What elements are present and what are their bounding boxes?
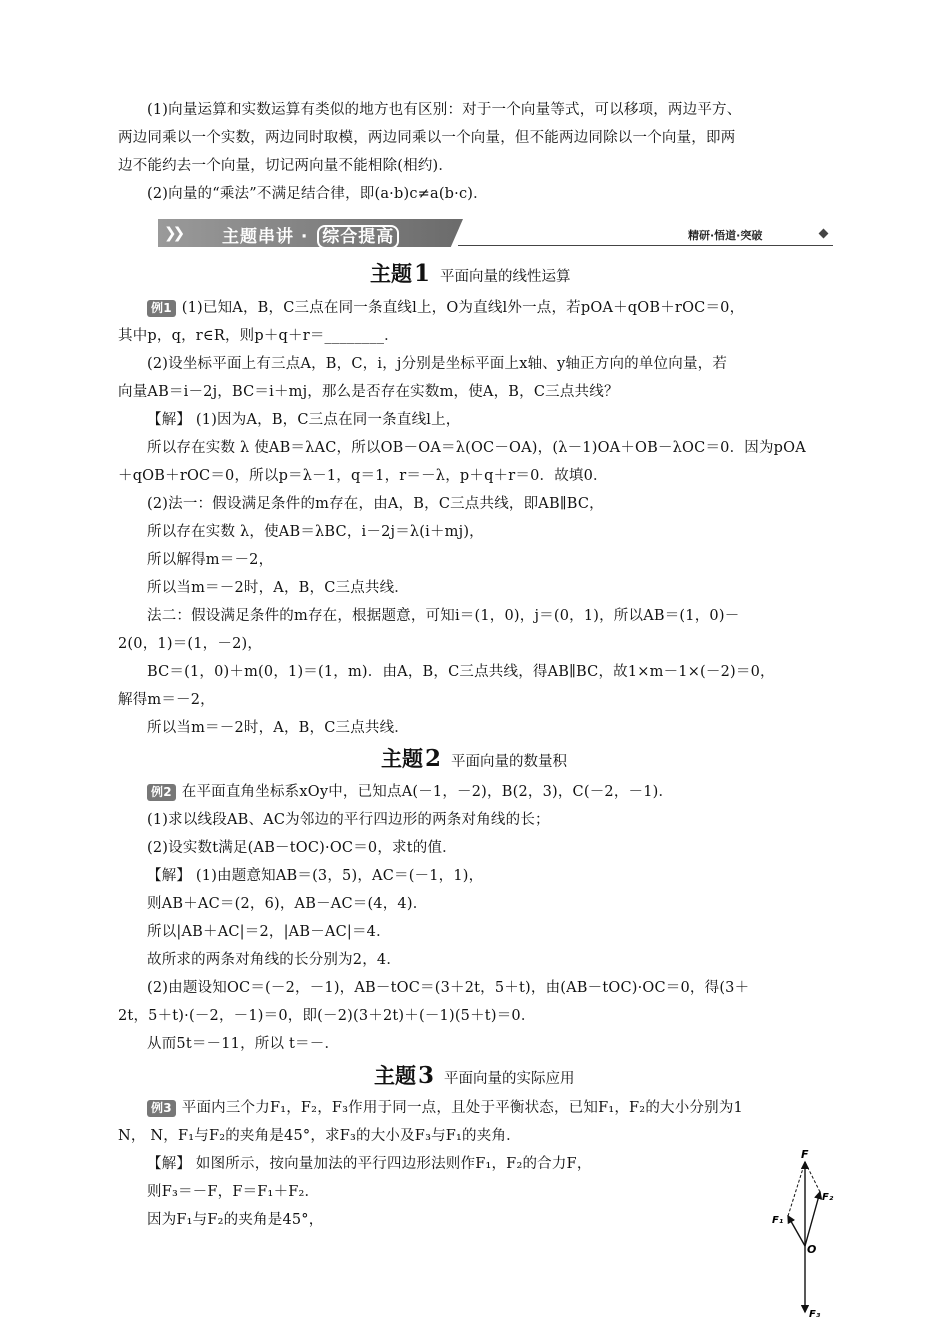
chevron-icon: ❯❯: [164, 224, 182, 242]
label-F: F: [801, 1148, 809, 1161]
note-2: (2)向量的“乘法”不满足结合律，即(a·b)c≠a(b·c)．: [147, 186, 488, 202]
note-1-line-1: (1)向量运算和实数运算有类似的地方也有区别：对于一个向量等式，可以移项，两边平方、: [147, 102, 742, 118]
solution-1-line-4: (2)法一：假设满足条件的m存在，由A，B，C三点共线，即AB∥BC，: [147, 496, 604, 512]
example-1-line-1: [147, 298, 744, 318]
solution-1-line-11: 解得m＝－2，: [118, 692, 215, 708]
solution-2-line-3: 所以|AB＋AC|＝2，|AB－AC|＝4．: [147, 924, 391, 940]
solution-2-line-2: 则AB＋AC＝(2，6)，AB－AC＝(4，4)．: [147, 896, 428, 912]
example-2-text: 在平面直角坐标系xOy中，已知点A(－1，－2)，B(2，3)，C(－2，－1)．: [181, 784, 674, 800]
topic-label: 主题: [370, 262, 412, 286]
example-2-line-1: [147, 782, 673, 802]
vector-F2: [805, 1192, 820, 1246]
example-3-line-2: N， N，F₁与F₂的夹角是45°，求F₃的大小及F₃与F₁的夹角．: [118, 1128, 521, 1144]
solution-2-line-4: 故所求的两条对角线的长分别为2，4．: [147, 952, 402, 968]
label-O: O: [807, 1243, 817, 1256]
label-F1: F₁: [772, 1215, 784, 1226]
example-tag: 例3: [147, 1100, 176, 1117]
solution-1-line-6: 所以解得m＝－2，: [147, 552, 274, 568]
banner-title-plain: 主题串讲 ·: [222, 227, 316, 247]
solution-2-line-7: 从而5t＝－11，所以 t＝－．: [147, 1036, 340, 1052]
banner-tagline: 精研·悟道·突破: [688, 229, 763, 242]
vector-F1: [788, 1216, 805, 1246]
banner-title: [222, 222, 399, 249]
solution-1-line-5: 所以存在实数 λ，使AB＝λBC，i－2j＝λ(i＋mj)，: [147, 524, 484, 540]
label-F2: F₂: [822, 1192, 834, 1203]
topic-number: 1: [414, 260, 431, 287]
solution-1-line-3: ＋qOB＋rOC＝0，所以p＝λ－1，q＝1，r＝－λ，p＋q＋r＝0．故填0．: [118, 468, 608, 484]
solution-3-line-1: 【解】 如图所示，按向量加法的平行四边形法则作F₁，F₂的合力F，: [147, 1156, 592, 1172]
example-3-line-1: [147, 1098, 743, 1118]
note-1-line-2: 两边同乘以一个实数，两边同时取模，两边同乘以一个向量，但不能两边同除以一个向量，即两: [118, 130, 736, 146]
example-1-part-2-line-2: 向量AB＝i－2j，BC＝i＋mj，那么是否存在实数m，使A，B，C三点共线？: [118, 384, 619, 400]
example-tag: 例2: [147, 784, 176, 801]
solution-2-line-6: 2t，5＋t)·(－2，－1)＝0，即(－2)(3＋2t)＋(－1)(5＋t)＝0．: [118, 1008, 536, 1024]
solution-1-line-1: 【解】 (1)因为A，B，C三点在同一条直线l上，: [147, 412, 461, 428]
solution-1-line-2: 所以存在实数 λ 使AB＝λAC，所以OB－OA＝λ(OC－OA)，(λ－1)OA＋OB－λOC＝0．因为pOA: [147, 440, 806, 456]
example-1-part-2-line-1: (2)设坐标平面上有三点A，B，C，i，j分别是坐标平面上x轴、y轴正方向的单位向量，若: [147, 356, 728, 372]
topic-number: 2: [425, 745, 442, 772]
topic-label: 主题: [381, 747, 423, 771]
topic-subtitle: 平面向量的线性运算: [440, 269, 571, 285]
example-1-text: (1)已知A，B，C三点在同一条直线l上，O为直线l外一点，若pOA＋qOB＋rOC＝0，: [181, 300, 745, 316]
banner-title-boxed: 综合提高: [317, 225, 399, 249]
section-banner: [158, 219, 838, 247]
topic-label: 主题: [374, 1064, 416, 1088]
solution-1-line-9: 2(0，1)＝(1，－2)，: [118, 636, 263, 652]
parallelogram-edge: [805, 1162, 820, 1192]
topic-3-heading: [374, 1060, 575, 1090]
topic-2-heading: [381, 743, 567, 773]
example-2-q2: (2)设实数t满足(AB－tOC)·OC＝0，求t的值．: [147, 840, 457, 856]
note-1-line-3: 边不能约去一个向量，切记两向量不能相除(相约)．: [118, 158, 454, 174]
example-3-text: 平面内三个力F₁，F₂，F₃作用于同一点，且处于平衡状态，已知F₁，F₂的大小分别为1: [181, 1100, 743, 1116]
solution-1-line-12: 所以当m＝－2时，A，B，C三点共线．: [147, 720, 409, 736]
solution-1-line-7: 所以当m＝－2时，A，B，C三点共线．: [147, 580, 409, 596]
banner-divider: [458, 245, 833, 246]
solution-3-line-2: 则F₃＝－F，F＝F₁＋F₂．: [147, 1184, 320, 1200]
force-diagram: [760, 1146, 840, 1321]
example-tag: 例1: [147, 300, 176, 317]
solution-2-line-5: (2)由题设知OC＝(－2，－1)，AB－tOC＝(3＋2t，5＋t)，由(AB－tOC)·OC＝0，得(3＋: [147, 980, 750, 996]
topic-subtitle: 平面向量的数量积: [451, 754, 568, 770]
label-F3: F₃: [809, 1309, 821, 1320]
solution-3-line-3: 因为F₁与F₂的夹角是45°，: [147, 1212, 324, 1228]
example-1-line-2: 其中p，q，r∈R，则p＋q＋r＝________．: [118, 328, 399, 344]
solution-1-line-10: BC＝(1，0)＋m(0，1)＝(1，m)．由A，B，C三点共线，得AB∥BC，故1×m－1×(－2)＝0，: [147, 664, 775, 680]
topic-number: 3: [418, 1062, 435, 1089]
parallelogram-edge: [788, 1162, 805, 1216]
diamond-icon: [819, 229, 829, 239]
topic-1-heading: [370, 258, 571, 288]
example-2-q1: (1)求以线段AB、AC为邻边的平行四边形的两条对角线的长；: [147, 812, 550, 828]
solution-1-line-8: 法二：假设满足条件的m存在，根据题意，可知i＝(1，0)，j＝(0，1)，所以AB＝(1，0)－: [147, 608, 740, 624]
topic-subtitle: 平面向量的实际应用: [444, 1071, 575, 1087]
solution-2-line-1: 【解】 (1)由题意知AB＝(3，5)，AC＝(－1，1)，: [147, 868, 484, 884]
